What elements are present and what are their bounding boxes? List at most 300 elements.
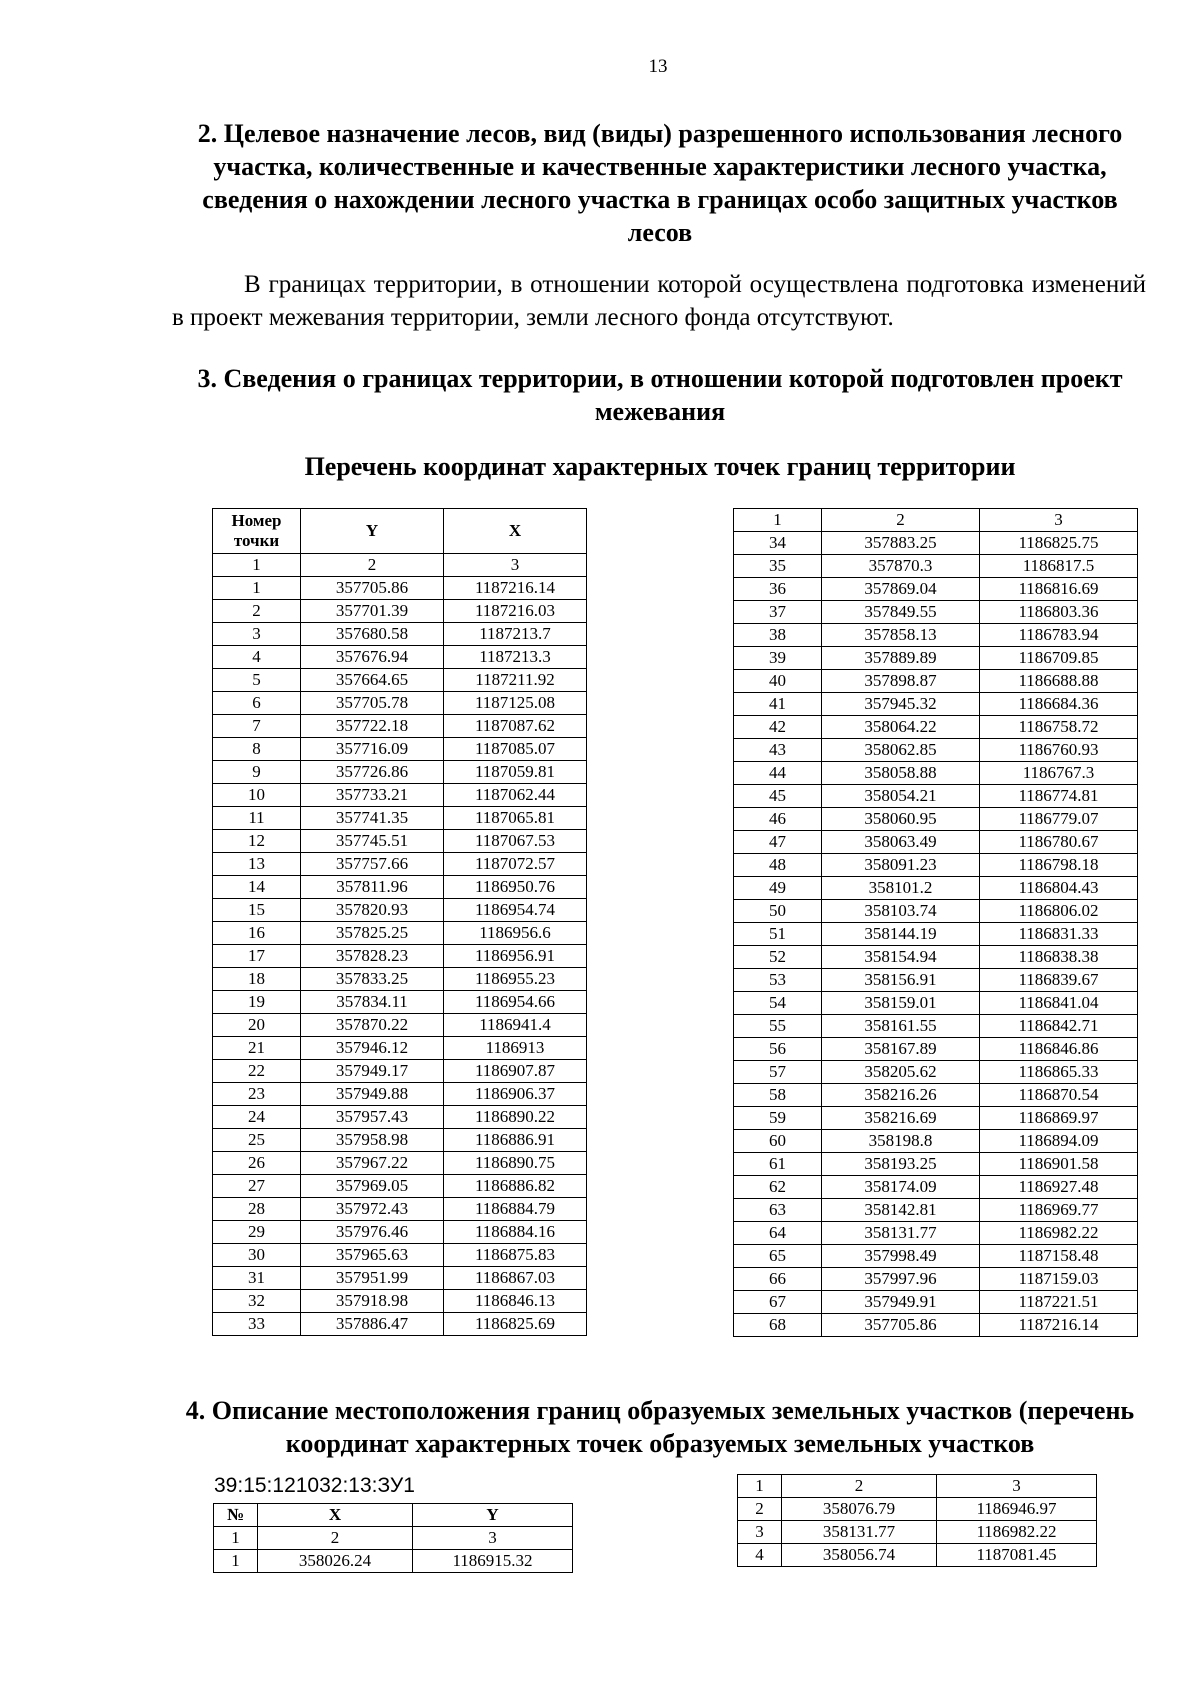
coordinate-cell: 1187125.08 xyxy=(444,692,587,715)
coordinate-cell: 358161.55 xyxy=(822,1015,980,1038)
table-row xyxy=(213,1152,587,1175)
column-number: 2 xyxy=(782,1475,937,1498)
column-number: 3 xyxy=(937,1475,1097,1498)
column-number: 3 xyxy=(444,554,587,577)
coordinate-cell: 358142.81 xyxy=(822,1199,980,1222)
coordinate-cell: 358205.62 xyxy=(822,1061,980,1084)
table-row xyxy=(213,922,587,945)
coordinate-cell: 1186867.03 xyxy=(444,1267,587,1290)
table-row xyxy=(213,692,587,715)
coordinate-cell: 357745.51 xyxy=(301,830,444,853)
coordinate-cell: 1186869.97 xyxy=(980,1107,1138,1130)
coordinate-cell: 1186783.94 xyxy=(980,624,1138,647)
coordinate-cell: 1186956.91 xyxy=(444,945,587,968)
coordinate-cell: 358063.49 xyxy=(822,831,980,854)
point-number-cell: 64 xyxy=(734,1222,822,1245)
section-2-heading: 2. Целевое назначение лесов, вид (виды) разрешенного использования лесного участка, количественные и качественные характеристики лесного участка, сведения о нахождении лесного участка в границах особо защитных участков лесов xyxy=(197,119,1123,247)
point-number-cell: 60 xyxy=(734,1130,822,1153)
table-row xyxy=(734,624,1138,647)
section-4-heading: 4. Описание местоположения границ образуемых земельных участков (перечень координат характерных точек образуемых земельных участков xyxy=(185,1396,1135,1458)
column-number: 1 xyxy=(734,509,822,532)
coordinate-cell: 1186941.4 xyxy=(444,1014,587,1037)
section-2-paragraph: В границах территории, в отношении которой осуществлена подготовка изменений в проект межевания территории, земли лесного фонда отсутствуют. xyxy=(172,271,1146,331)
table-row xyxy=(734,1199,1138,1222)
coordinate-cell: 358216.69 xyxy=(822,1107,980,1130)
column-number: 1 xyxy=(213,554,301,577)
point-number-cell: 66 xyxy=(734,1268,822,1291)
coordinate-cell: 357870.3 xyxy=(822,555,980,578)
table-row xyxy=(734,1107,1138,1130)
point-number-cell: 2 xyxy=(738,1498,782,1521)
point-number-cell: 37 xyxy=(734,601,822,624)
table-row xyxy=(734,1084,1138,1107)
boundary-coordinates-table-right xyxy=(733,508,1138,1337)
point-number-cell: 44 xyxy=(734,762,822,785)
point-number-cell: 5 xyxy=(213,669,301,692)
coordinate-cell: 1187158.48 xyxy=(980,1245,1138,1268)
coordinate-cell: 1186865.33 xyxy=(980,1061,1138,1084)
coordinate-cell: 358026.24 xyxy=(258,1550,413,1573)
coordinate-cell: 358174.09 xyxy=(822,1176,980,1199)
point-number-cell: 7 xyxy=(213,715,301,738)
table-row xyxy=(734,1153,1138,1176)
table-row xyxy=(213,968,587,991)
table-row xyxy=(734,693,1138,716)
table-row xyxy=(734,601,1138,624)
table-row xyxy=(213,669,587,692)
coordinate-cell: 358159.01 xyxy=(822,992,980,1015)
coordinate-cell: 358058.88 xyxy=(822,762,980,785)
coordinate-cell: 357898.87 xyxy=(822,670,980,693)
coordinate-cell: 1186950.76 xyxy=(444,876,587,899)
column-number: 2 xyxy=(822,509,980,532)
point-number-cell: 48 xyxy=(734,854,822,877)
coordinate-cell: 1187059.81 xyxy=(444,761,587,784)
coordinate-cell: 1186798.18 xyxy=(980,854,1138,877)
point-number-cell: 12 xyxy=(213,830,301,853)
coordinate-cell: 1186841.04 xyxy=(980,992,1138,1015)
coordinate-cell: 357976.46 xyxy=(301,1221,444,1244)
table-row xyxy=(213,577,587,600)
coordinate-cell: 357997.96 xyxy=(822,1268,980,1291)
table-row xyxy=(734,1222,1138,1245)
coordinate-cell: 1186831.33 xyxy=(980,923,1138,946)
coordinate-cell: 1186969.77 xyxy=(980,1199,1138,1222)
coordinate-cell: 1186779.07 xyxy=(980,808,1138,831)
point-number-cell: 35 xyxy=(734,555,822,578)
coordinate-cell: 358054.21 xyxy=(822,785,980,808)
table-row xyxy=(734,532,1138,555)
point-number-cell: 9 xyxy=(213,761,301,784)
point-number-cell: 3 xyxy=(738,1521,782,1544)
point-number-cell: 13 xyxy=(213,853,301,876)
point-number-cell: 40 xyxy=(734,670,822,693)
table-row xyxy=(734,1015,1138,1038)
coordinate-cell: 1186825.75 xyxy=(980,532,1138,555)
coordinate-cell: 358131.77 xyxy=(822,1222,980,1245)
coordinate-cell: 357889.89 xyxy=(822,647,980,670)
point-number-cell: 67 xyxy=(734,1291,822,1314)
coordinate-cell: 1187221.51 xyxy=(980,1291,1138,1314)
table-row xyxy=(734,785,1138,808)
point-number-cell: 41 xyxy=(734,693,822,716)
coordinate-cell: 357705.86 xyxy=(822,1314,980,1337)
table-row xyxy=(734,762,1138,785)
coordinate-cell: 1186884.16 xyxy=(444,1221,587,1244)
table-row xyxy=(734,1291,1138,1314)
coordinate-cell: 1186816.69 xyxy=(980,578,1138,601)
coordinate-cell: 357828.23 xyxy=(301,945,444,968)
coordinate-cell: 357825.25 xyxy=(301,922,444,945)
column-number: 2 xyxy=(258,1527,413,1550)
coordinate-cell: 357726.86 xyxy=(301,761,444,784)
coordinate-cell: 1186884.79 xyxy=(444,1198,587,1221)
table-row xyxy=(213,991,587,1014)
coordinate-cell: 357886.47 xyxy=(301,1313,444,1336)
coordinate-cell: 357883.25 xyxy=(822,532,980,555)
point-number-cell: 38 xyxy=(734,624,822,647)
point-number-cell: 47 xyxy=(734,831,822,854)
table-row xyxy=(213,830,587,853)
coordinate-cell: 1186907.87 xyxy=(444,1060,587,1083)
header-y: Y xyxy=(413,1504,573,1527)
point-number-cell: 25 xyxy=(213,1129,301,1152)
coordinate-cell: 357972.43 xyxy=(301,1198,444,1221)
table-row xyxy=(213,784,587,807)
coordinate-cell: 1186684.36 xyxy=(980,693,1138,716)
coordinate-cell: 1186927.48 xyxy=(980,1176,1138,1199)
point-number-cell: 63 xyxy=(734,1199,822,1222)
table-row xyxy=(738,1498,1097,1521)
coordinate-cell: 358076.79 xyxy=(782,1498,937,1521)
table-row xyxy=(734,831,1138,854)
coordinate-cell: 358156.91 xyxy=(822,969,980,992)
table-row xyxy=(734,1061,1138,1084)
coordinate-cell: 1187067.53 xyxy=(444,830,587,853)
coordinate-cell: 1186846.13 xyxy=(444,1290,587,1313)
point-number-cell: 29 xyxy=(213,1221,301,1244)
point-number-cell: 68 xyxy=(734,1314,822,1337)
table-row xyxy=(213,646,587,669)
coordinate-cell: 1186982.22 xyxy=(937,1521,1097,1544)
coordinate-cell: 357949.17 xyxy=(301,1060,444,1083)
table-row xyxy=(213,623,587,646)
coordinate-cell: 1186946.97 xyxy=(937,1498,1097,1521)
parcel-id: 39:15:121032:13:ЗУ1 xyxy=(214,1474,415,1497)
column-number: 1 xyxy=(738,1475,782,1498)
point-number-cell: 19 xyxy=(213,991,301,1014)
table-row xyxy=(213,1221,587,1244)
point-number-cell: 59 xyxy=(734,1107,822,1130)
coordinate-cell: 357869.04 xyxy=(822,578,980,601)
table-row xyxy=(213,1267,587,1290)
coordinate-cell: 357716.09 xyxy=(301,738,444,761)
page-number: 13 xyxy=(648,56,668,77)
coordinate-cell: 1186890.75 xyxy=(444,1152,587,1175)
header-y: Y xyxy=(301,509,444,554)
coordinate-cell: 357870.22 xyxy=(301,1014,444,1037)
coordinate-cell: 357945.32 xyxy=(822,693,980,716)
table-row xyxy=(213,1244,587,1267)
table-row xyxy=(213,1083,587,1106)
coordinate-cell: 357949.91 xyxy=(822,1291,980,1314)
coordinate-cell: 357676.94 xyxy=(301,646,444,669)
table-row xyxy=(213,1014,587,1037)
table-row xyxy=(214,1550,573,1573)
point-number-cell: 53 xyxy=(734,969,822,992)
table-row xyxy=(213,1129,587,1152)
coordinate-cell: 1186875.83 xyxy=(444,1244,587,1267)
coordinate-cell: 1186901.58 xyxy=(980,1153,1138,1176)
table-row xyxy=(738,1544,1097,1567)
coordinates-list-title: Перечень координат характерных точек границ территории xyxy=(304,452,1016,481)
coordinate-cell: 1186955.23 xyxy=(444,968,587,991)
parcel-coordinates-table-right xyxy=(737,1474,1097,1567)
coordinate-cell: 1186913 xyxy=(444,1037,587,1060)
point-number-cell: 65 xyxy=(734,1245,822,1268)
coordinate-cell: 358101.2 xyxy=(822,877,980,900)
point-number-cell: 58 xyxy=(734,1084,822,1107)
point-number-cell: 28 xyxy=(213,1198,301,1221)
point-number-cell: 46 xyxy=(734,808,822,831)
coordinate-cell: 357946.12 xyxy=(301,1037,444,1060)
table-row xyxy=(734,1314,1138,1337)
column-number: 3 xyxy=(980,509,1138,532)
point-number-cell: 27 xyxy=(213,1175,301,1198)
table-row xyxy=(213,807,587,830)
coordinate-cell: 357958.98 xyxy=(301,1129,444,1152)
table-row xyxy=(734,969,1138,992)
coordinate-cell: 1186894.09 xyxy=(980,1130,1138,1153)
point-number-cell: 4 xyxy=(738,1544,782,1567)
point-number-cell: 52 xyxy=(734,946,822,969)
point-number-cell: 54 xyxy=(734,992,822,1015)
table-row xyxy=(213,600,587,623)
point-number-cell: 32 xyxy=(213,1290,301,1313)
coordinate-cell: 357811.96 xyxy=(301,876,444,899)
point-number-cell: 51 xyxy=(734,923,822,946)
coordinate-cell: 1187087.62 xyxy=(444,715,587,738)
point-number-cell: 14 xyxy=(213,876,301,899)
point-number-cell: 43 xyxy=(734,739,822,762)
coordinate-cell: 1187216.03 xyxy=(444,600,587,623)
table-row xyxy=(734,900,1138,923)
coordinate-cell: 358103.74 xyxy=(822,900,980,923)
point-number-cell: 49 xyxy=(734,877,822,900)
table-row xyxy=(734,808,1138,831)
coordinate-cell: 357969.05 xyxy=(301,1175,444,1198)
point-number-cell: 10 xyxy=(213,784,301,807)
coordinate-cell: 358060.95 xyxy=(822,808,980,831)
coordinate-cell: 357967.22 xyxy=(301,1152,444,1175)
coordinate-cell: 358131.77 xyxy=(782,1521,937,1544)
column-number: 3 xyxy=(413,1527,573,1550)
coordinate-cell: 1186890.22 xyxy=(444,1106,587,1129)
point-number-cell: 1 xyxy=(214,1550,258,1573)
point-number-cell: 21 xyxy=(213,1037,301,1060)
point-number-cell: 8 xyxy=(213,738,301,761)
coordinate-cell: 1186780.67 xyxy=(980,831,1138,854)
table-row xyxy=(734,946,1138,969)
coordinate-cell: 1186906.37 xyxy=(444,1083,587,1106)
coordinate-cell: 1186767.3 xyxy=(980,762,1138,785)
coordinate-cell: 1186709.85 xyxy=(980,647,1138,670)
coordinate-cell: 1186839.67 xyxy=(980,969,1138,992)
coordinate-cell: 1187072.57 xyxy=(444,853,587,876)
header-number: № xyxy=(214,1504,258,1527)
table-row xyxy=(213,876,587,899)
point-number-cell: 45 xyxy=(734,785,822,808)
point-number-cell: 6 xyxy=(213,692,301,715)
table-row xyxy=(213,853,587,876)
coordinate-cell: 1187213.7 xyxy=(444,623,587,646)
coordinate-cell: 1187216.14 xyxy=(980,1314,1138,1337)
header-x: X xyxy=(444,509,587,554)
coordinate-cell: 1186956.6 xyxy=(444,922,587,945)
point-number-cell: 57 xyxy=(734,1061,822,1084)
coordinate-cell: 1186688.88 xyxy=(980,670,1138,693)
coordinate-cell: 357849.55 xyxy=(822,601,980,624)
coordinate-cell: 1186954.66 xyxy=(444,991,587,1014)
table-row xyxy=(734,1176,1138,1199)
coordinate-cell: 1186915.32 xyxy=(413,1550,573,1573)
point-number-cell: 4 xyxy=(213,646,301,669)
point-number-cell: 30 xyxy=(213,1244,301,1267)
coordinate-cell: 1186954.74 xyxy=(444,899,587,922)
point-number-cell: 62 xyxy=(734,1176,822,1199)
point-number-cell: 36 xyxy=(734,578,822,601)
coordinate-cell: 357733.21 xyxy=(301,784,444,807)
table-row xyxy=(213,1313,587,1336)
coordinate-cell: 357918.98 xyxy=(301,1290,444,1313)
table-row xyxy=(734,670,1138,693)
column-number: 2 xyxy=(301,554,444,577)
coordinate-cell: 357701.39 xyxy=(301,600,444,623)
coordinate-cell: 358193.25 xyxy=(822,1153,980,1176)
table-row xyxy=(213,899,587,922)
table-row xyxy=(734,578,1138,601)
coordinate-cell: 1187065.81 xyxy=(444,807,587,830)
coordinate-cell: 357820.93 xyxy=(301,899,444,922)
coordinate-cell: 1187213.3 xyxy=(444,646,587,669)
coordinate-cell: 358064.22 xyxy=(822,716,980,739)
point-number-cell: 61 xyxy=(734,1153,822,1176)
table-row xyxy=(738,1521,1097,1544)
coordinate-cell: 357949.88 xyxy=(301,1083,444,1106)
coordinate-cell: 358216.26 xyxy=(822,1084,980,1107)
table-row xyxy=(734,877,1138,900)
coordinate-cell: 357965.63 xyxy=(301,1244,444,1267)
point-number-cell: 1 xyxy=(213,577,301,600)
point-number-cell: 17 xyxy=(213,945,301,968)
point-number-cell: 42 xyxy=(734,716,822,739)
point-number-cell: 18 xyxy=(213,968,301,991)
table-row xyxy=(213,1106,587,1129)
coordinate-cell: 1186806.02 xyxy=(980,900,1138,923)
point-number-cell: 55 xyxy=(734,1015,822,1038)
coordinate-cell: 1186774.81 xyxy=(980,785,1138,808)
coordinate-cell: 1187081.45 xyxy=(937,1544,1097,1567)
point-number-cell: 20 xyxy=(213,1014,301,1037)
table-row xyxy=(734,555,1138,578)
table-row xyxy=(213,715,587,738)
point-number-cell: 16 xyxy=(213,922,301,945)
coordinate-cell: 1186982.22 xyxy=(980,1222,1138,1245)
table-row xyxy=(734,739,1138,762)
coordinate-cell: 1186758.72 xyxy=(980,716,1138,739)
table-row xyxy=(734,716,1138,739)
coordinate-cell: 358198.8 xyxy=(822,1130,980,1153)
coordinate-cell: 1186804.43 xyxy=(980,877,1138,900)
point-number-cell: 39 xyxy=(734,647,822,670)
point-number-cell: 34 xyxy=(734,532,822,555)
section-3-heading: 3. Сведения о границах территории, в отношении которой подготовлен проект межевания xyxy=(197,364,1123,426)
coordinate-cell: 357834.11 xyxy=(301,991,444,1014)
boundary-coordinates-table-left xyxy=(212,508,587,1336)
coordinate-cell: 1186817.5 xyxy=(980,555,1138,578)
coordinate-cell: 358056.74 xyxy=(782,1544,937,1567)
coordinate-cell: 1186760.93 xyxy=(980,739,1138,762)
parcel-coordinates-table-left xyxy=(213,1503,573,1573)
point-number-cell: 11 xyxy=(213,807,301,830)
coordinate-cell: 1186825.69 xyxy=(444,1313,587,1336)
table-row xyxy=(734,1268,1138,1291)
table-row xyxy=(213,1175,587,1198)
coordinate-cell: 357705.78 xyxy=(301,692,444,715)
coordinate-cell: 357951.99 xyxy=(301,1267,444,1290)
coordinate-cell: 1186846.86 xyxy=(980,1038,1138,1061)
table-row xyxy=(213,1037,587,1060)
table-row xyxy=(213,945,587,968)
coordinate-cell: 357741.35 xyxy=(301,807,444,830)
coordinate-cell: 1186838.38 xyxy=(980,946,1138,969)
header-x: X xyxy=(258,1504,413,1527)
coordinate-cell: 358167.89 xyxy=(822,1038,980,1061)
coordinate-cell: 1187211.92 xyxy=(444,669,587,692)
coordinate-cell: 1186886.82 xyxy=(444,1175,587,1198)
table-row xyxy=(734,992,1138,1015)
coordinate-cell: 1186842.71 xyxy=(980,1015,1138,1038)
point-number-cell: 33 xyxy=(213,1313,301,1336)
coordinate-cell: 357705.86 xyxy=(301,577,444,600)
point-number-cell: 15 xyxy=(213,899,301,922)
point-number-cell: 3 xyxy=(213,623,301,646)
coordinate-cell: 357722.18 xyxy=(301,715,444,738)
coordinate-cell: 357664.65 xyxy=(301,669,444,692)
point-number-cell: 31 xyxy=(213,1267,301,1290)
coordinate-cell: 358091.23 xyxy=(822,854,980,877)
column-number: 1 xyxy=(214,1527,258,1550)
coordinate-cell: 357757.66 xyxy=(301,853,444,876)
table-row xyxy=(213,1198,587,1221)
table-row xyxy=(734,923,1138,946)
point-number-cell: 56 xyxy=(734,1038,822,1061)
coordinate-cell: 357833.25 xyxy=(301,968,444,991)
coordinate-cell: 358154.94 xyxy=(822,946,980,969)
table-row xyxy=(734,1130,1138,1153)
point-number-cell: 24 xyxy=(213,1106,301,1129)
coordinate-cell: 1186870.54 xyxy=(980,1084,1138,1107)
coordinate-cell: 358062.85 xyxy=(822,739,980,762)
table-row xyxy=(734,647,1138,670)
coordinate-cell: 357957.43 xyxy=(301,1106,444,1129)
point-number-cell: 26 xyxy=(213,1152,301,1175)
coordinate-cell: 357998.49 xyxy=(822,1245,980,1268)
table-row xyxy=(734,1038,1138,1061)
table-row xyxy=(213,761,587,784)
table-row xyxy=(213,1060,587,1083)
point-number-cell: 50 xyxy=(734,900,822,923)
